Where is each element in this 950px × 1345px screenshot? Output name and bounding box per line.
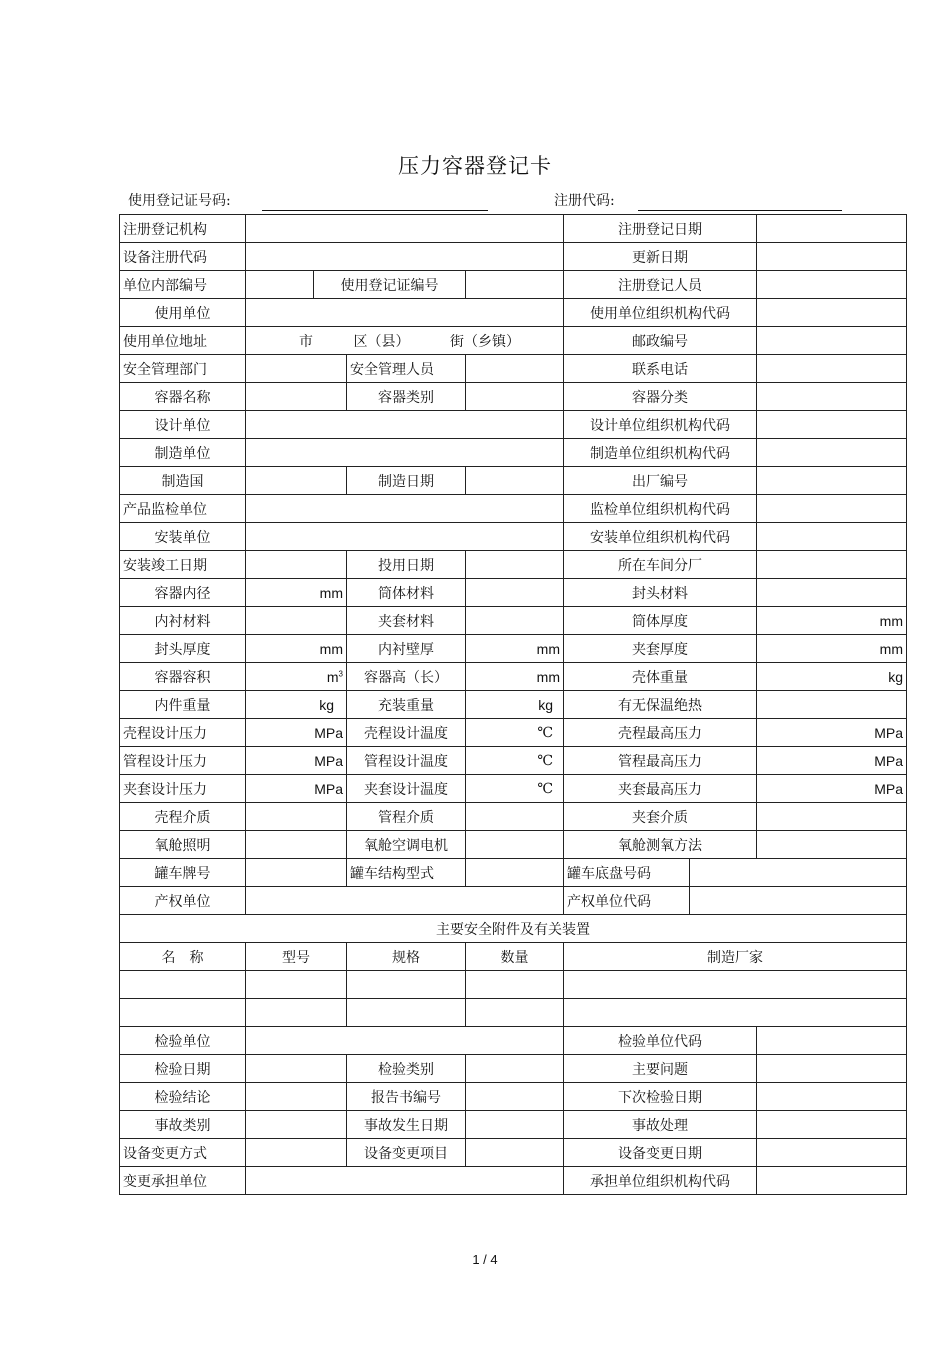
- table-row: [120, 943, 907, 971]
- field-vessel-class[interactable]: [757, 383, 907, 411]
- table-row: [120, 999, 907, 1027]
- table-row: [120, 495, 907, 523]
- label-head-thickness: 封头厚度: [120, 635, 246, 663]
- table-row: [120, 887, 907, 915]
- field-design-org-code[interactable]: [757, 411, 907, 439]
- table-row: [120, 719, 907, 747]
- label-manufacturer: 制造单位: [120, 439, 246, 467]
- field-fill-weight[interactable]: [466, 691, 564, 719]
- field-shell-medium[interactable]: [246, 803, 347, 831]
- label-user-address: 使用单位地址: [120, 327, 246, 355]
- address-district: 区（县）: [353, 333, 410, 350]
- accessory-name-cell[interactable]: [120, 971, 246, 999]
- table-row: [120, 383, 907, 411]
- label-change-item: 设备变更项目: [347, 1139, 466, 1167]
- field-shell-weight[interactable]: [757, 663, 907, 691]
- field-user-org-code[interactable]: [757, 299, 907, 327]
- field-volume[interactable]: [246, 663, 347, 691]
- table-row: [120, 551, 907, 579]
- field-tube-design-temp[interactable]: [466, 747, 564, 775]
- label-tanker-structure: 罐车结构型式: [347, 859, 466, 887]
- field-lining-material[interactable]: [246, 607, 347, 635]
- label-install-org-code: 安装单位组织机构代码: [564, 523, 757, 551]
- table-row: [120, 971, 907, 999]
- field-accident-type[interactable]: [246, 1111, 347, 1139]
- label-tube-design-pressure: 管程设计压力: [120, 747, 246, 775]
- label-reg-date: 注册登记日期: [564, 215, 757, 243]
- table-row: [120, 1027, 907, 1055]
- field-tanker-structure[interactable]: [466, 859, 564, 887]
- page-number: 1 / 4: [472, 1252, 498, 1267]
- field-tube-max-pressure[interactable]: [757, 747, 907, 775]
- field-main-issues[interactable]: [757, 1055, 907, 1083]
- field-manufacturer-org-code[interactable]: [757, 439, 907, 467]
- label-user-org-code: 使用单位组织机构代码: [564, 299, 757, 327]
- unit-mm: mm: [879, 612, 903, 629]
- page-title: 压力容器登记卡: [398, 154, 552, 178]
- table-row: [120, 439, 907, 467]
- field-change-method[interactable]: [246, 1139, 347, 1167]
- field-user-unit[interactable]: [246, 299, 564, 327]
- label-head-material: 封头材料: [564, 579, 757, 607]
- label-inspection-conclusion: 检验结论: [120, 1083, 246, 1111]
- address-city: 市: [299, 333, 313, 350]
- field-supervisor-org-code[interactable]: [757, 495, 907, 523]
- label-tube-medium: 管程介质: [347, 803, 466, 831]
- label-use-cert-number: 使用登记证编号: [314, 271, 466, 299]
- label-jacket-design-temp: 夹套设计温度: [347, 775, 466, 803]
- field-shell-design-temp[interactable]: [466, 719, 564, 747]
- field-accident-handling[interactable]: [757, 1111, 907, 1139]
- field-shell-design-pressure[interactable]: [246, 719, 347, 747]
- label-shell-design-pressure: 壳程设计压力: [120, 719, 246, 747]
- unit-mpa: MPa: [874, 780, 903, 797]
- label-change-contractor: 变更承担单位: [120, 1167, 246, 1195]
- field-owner-unit[interactable]: [246, 887, 564, 915]
- col-header-manufacturer: 制造厂家: [564, 943, 907, 971]
- unit-mm: mm: [319, 640, 343, 657]
- field-oxygen-method[interactable]: [757, 831, 907, 859]
- field-jacket-medium[interactable]: [757, 803, 907, 831]
- field-reg-authority[interactable]: [246, 215, 564, 243]
- field-lining-thickness[interactable]: [466, 635, 564, 663]
- label-jacket-medium: 夹套介质: [564, 803, 757, 831]
- field-inspection-type[interactable]: [466, 1055, 564, 1083]
- unit-mpa: MPa: [314, 780, 343, 797]
- table-row: [120, 467, 907, 495]
- label-next-inspection-date: 下次检验日期: [564, 1083, 757, 1111]
- label-serial-number: 出厂编号: [564, 467, 757, 495]
- label-internal-number: 单位内部编号: [120, 271, 246, 299]
- label-vessel-name: 容器名称: [120, 383, 246, 411]
- label-fill-weight: 充装重量: [347, 691, 466, 719]
- field-chassis-number[interactable]: [690, 859, 907, 887]
- label-lining-thickness: 内衬壁厚: [347, 635, 466, 663]
- field-phone[interactable]: [757, 355, 907, 383]
- reg-code-label: 注册代码:: [554, 193, 615, 209]
- table-row: [120, 859, 907, 887]
- accessory-manufacturer-cell[interactable]: [564, 999, 907, 1027]
- field-registrar[interactable]: [757, 271, 907, 299]
- table-row: [120, 243, 907, 271]
- table-row: [120, 1083, 907, 1111]
- label-shell-design-temp: 壳程设计温度: [347, 719, 466, 747]
- field-country[interactable]: [246, 467, 347, 495]
- field-install-unit[interactable]: [246, 523, 564, 551]
- label-accident-type: 事故类别: [120, 1111, 246, 1139]
- field-use-cert-number[interactable]: [466, 271, 564, 299]
- field-manufacturer[interactable]: [246, 439, 564, 467]
- unit-mm: mm: [536, 640, 560, 657]
- field-insulation[interactable]: [757, 691, 907, 719]
- field-report-number[interactable]: [466, 1083, 564, 1111]
- table-row: [120, 663, 907, 691]
- field-install-org-code[interactable]: [757, 523, 907, 551]
- accessory-model-cell[interactable]: [246, 999, 347, 1027]
- col-header-spec: 规格: [347, 943, 466, 971]
- label-tube-design-temp: 管程设计温度: [347, 747, 466, 775]
- field-jacket-design-temp[interactable]: [466, 775, 564, 803]
- label-vessel-class: 容器分类: [564, 383, 757, 411]
- field-vessel-category[interactable]: [466, 383, 564, 411]
- field-workshop[interactable]: [757, 551, 907, 579]
- accessory-spec-cell[interactable]: [347, 999, 466, 1027]
- unit-mpa: MPa: [874, 752, 903, 769]
- unit-celsius: ℃: [537, 752, 553, 769]
- table-row: [120, 775, 907, 803]
- field-safety-officer[interactable]: [466, 355, 564, 383]
- label-internals-weight: 内件重量: [120, 691, 246, 719]
- field-inspection-supervisor[interactable]: [246, 495, 564, 523]
- table-row: [120, 523, 907, 551]
- label-tube-max-pressure: 管程最高压力: [564, 747, 757, 775]
- label-design-org-code: 设计单位组织机构代码: [564, 411, 757, 439]
- label-install-complete-date: 安装竣工日期: [120, 551, 246, 579]
- label-registrar: 注册登记人员: [564, 271, 757, 299]
- label-insulation: 有无保温绝热: [564, 691, 757, 719]
- table-row: [120, 691, 907, 719]
- label-inspection-type: 检验类别: [347, 1055, 466, 1083]
- table-row: [120, 299, 907, 327]
- label-chassis-number: 罐车底盘号码: [564, 859, 690, 887]
- unit-mm: mm: [319, 584, 343, 601]
- accessory-manufacturer-cell[interactable]: [564, 971, 907, 999]
- table-row: [120, 635, 907, 663]
- field-user-address[interactable]: [246, 327, 564, 355]
- label-contractor-org-code: 承担单位组织机构代码: [564, 1167, 757, 1195]
- field-design-unit[interactable]: [246, 411, 564, 439]
- label-design-unit: 设计单位: [120, 411, 246, 439]
- accessory-model-cell[interactable]: [246, 971, 347, 999]
- unit-mm: mm: [879, 640, 903, 657]
- accessory-name-cell[interactable]: [120, 999, 246, 1027]
- label-country: 制造国: [120, 467, 246, 495]
- label-tanker-plate: 罐车牌号: [120, 859, 246, 887]
- label-vessel-category: 容器类别: [347, 383, 466, 411]
- label-shell-max-pressure: 壳程最高压力: [564, 719, 757, 747]
- label-accident-date: 事故发生日期: [347, 1111, 466, 1139]
- table-row: [120, 327, 907, 355]
- accessory-quantity-cell[interactable]: [466, 999, 564, 1027]
- label-jacket-thickness: 夹套厚度: [564, 635, 757, 663]
- field-jacket-thickness[interactable]: [757, 635, 907, 663]
- unit-celsius: ℃: [537, 724, 553, 741]
- field-reg-date[interactable]: [757, 215, 907, 243]
- label-inspection-date: 检验日期: [120, 1055, 246, 1083]
- field-inspection-unit-code[interactable]: [757, 1027, 907, 1055]
- label-inner-diameter: 容器内径: [120, 579, 246, 607]
- label-accident-handling: 事故处理: [564, 1111, 757, 1139]
- field-inspection-unit[interactable]: [246, 1027, 564, 1055]
- label-report-number: 报告书编号: [347, 1083, 466, 1111]
- table-row: [120, 1055, 907, 1083]
- label-supervisor-org-code: 监检单位组织机构代码: [564, 495, 757, 523]
- field-owner-code[interactable]: [690, 887, 907, 915]
- label-inspection-unit-code: 检验单位代码: [564, 1027, 757, 1055]
- unit-kg: kg: [319, 696, 334, 713]
- unit-mpa: MPa: [314, 724, 343, 741]
- field-tanker-plate[interactable]: [246, 859, 347, 887]
- field-shell-max-pressure[interactable]: [757, 719, 907, 747]
- field-height[interactable]: [466, 663, 564, 691]
- unit-kg: kg: [888, 668, 903, 685]
- table-row: [120, 915, 907, 943]
- label-manufacturer-org-code: 制造单位组织机构代码: [564, 439, 757, 467]
- field-vessel-name[interactable]: [246, 383, 347, 411]
- label-update-date: 更新日期: [564, 243, 757, 271]
- table-row: [120, 1111, 907, 1139]
- field-internal-number[interactable]: [246, 271, 314, 299]
- table-row: [120, 271, 907, 299]
- address-street: 街（乡镇）: [450, 333, 520, 350]
- label-main-issues: 主要问题: [564, 1055, 757, 1083]
- table-row: [120, 355, 907, 383]
- label-user-unit: 使用单位: [120, 299, 246, 327]
- label-chamber-lighting: 氧舱照明: [120, 831, 246, 859]
- field-install-complete-date[interactable]: [246, 551, 347, 579]
- field-next-inspection-date[interactable]: [757, 1083, 907, 1111]
- field-safety-dept[interactable]: [246, 355, 347, 383]
- accessory-quantity-cell[interactable]: [466, 971, 564, 999]
- unit-mm: mm: [536, 668, 560, 685]
- label-change-date: 设备变更日期: [564, 1139, 757, 1167]
- field-update-date[interactable]: [757, 243, 907, 271]
- field-chamber-lighting[interactable]: [246, 831, 347, 859]
- field-change-item[interactable]: [466, 1139, 564, 1167]
- label-change-method: 设备变更方式: [120, 1139, 246, 1167]
- label-inspection-unit: 检验单位: [120, 1027, 246, 1055]
- field-manufacture-date[interactable]: [466, 467, 564, 495]
- registration-table: [119, 214, 907, 1195]
- field-postcode[interactable]: [757, 327, 907, 355]
- field-chamber-ac-motor[interactable]: [466, 831, 564, 859]
- accessory-spec-cell[interactable]: [347, 971, 466, 999]
- label-reg-authority: 注册登记机构: [120, 215, 246, 243]
- label-inspection-supervisor: 产品监检单位: [120, 495, 246, 523]
- label-safety-dept: 安全管理部门: [120, 355, 246, 383]
- label-jacket-max-pressure: 夹套最高压力: [564, 775, 757, 803]
- field-change-contractor[interactable]: [246, 1167, 564, 1195]
- field-shell-thickness[interactable]: [757, 607, 907, 635]
- field-accident-date[interactable]: [466, 1111, 564, 1139]
- field-contractor-org-code[interactable]: [757, 1167, 907, 1195]
- label-shell-medium: 壳程介质: [120, 803, 246, 831]
- label-lining-material: 内衬材料: [120, 607, 246, 635]
- table-row: [120, 831, 907, 859]
- section-safety-accessories: 主要安全附件及有关装置: [120, 915, 907, 943]
- label-commission-date: 投用日期: [347, 551, 466, 579]
- cert-number-field[interactable]: [262, 210, 488, 211]
- field-shell-material[interactable]: [466, 579, 564, 607]
- table-row: [120, 803, 907, 831]
- col-header-model: 型号: [246, 943, 347, 971]
- field-jacket-max-pressure[interactable]: [757, 775, 907, 803]
- label-postcode: 邮政编号: [564, 327, 757, 355]
- label-jacket-material: 夹套材料: [347, 607, 466, 635]
- table-row: [120, 215, 907, 243]
- cert-number-label: 使用登记证号码:: [128, 193, 231, 209]
- reg-code-field[interactable]: [638, 210, 842, 211]
- label-volume: 容器容积: [120, 663, 246, 691]
- field-tube-medium[interactable]: [466, 803, 564, 831]
- table-row: [120, 411, 907, 439]
- label-workshop: 所在车间分厂: [564, 551, 757, 579]
- label-install-unit: 安装单位: [120, 523, 246, 551]
- label-shell-thickness: 筒体厚度: [564, 607, 757, 635]
- label-shell-weight: 壳体重量: [564, 663, 757, 691]
- field-jacket-design-pressure[interactable]: [246, 775, 347, 803]
- field-head-material[interactable]: [757, 579, 907, 607]
- unit-m3: $m^3$: [326, 668, 343, 685]
- label-oxygen-method: 氧舱测氧方法: [564, 831, 757, 859]
- table-row: [120, 1139, 907, 1167]
- col-header-quantity: 数量: [466, 943, 564, 971]
- field-commission-date[interactable]: [466, 551, 564, 579]
- col-header-name: 名 称: [120, 943, 246, 971]
- field-serial-number[interactable]: [757, 467, 907, 495]
- table-row: [120, 1167, 907, 1195]
- field-change-date[interactable]: [757, 1139, 907, 1167]
- field-inner-diameter[interactable]: [246, 579, 347, 607]
- table-row: [120, 607, 907, 635]
- field-internals-weight[interactable]: [246, 691, 347, 719]
- label-chamber-ac-motor: 氧舱空调电机: [347, 831, 466, 859]
- field-inspection-conclusion[interactable]: [246, 1083, 347, 1111]
- field-inspection-date[interactable]: [246, 1055, 347, 1083]
- label-height: 容器高（长）: [347, 663, 466, 691]
- unit-kg: kg: [538, 696, 553, 713]
- field-tube-design-pressure[interactable]: [246, 747, 347, 775]
- label-equipment-code: 设备注册代码: [120, 243, 246, 271]
- label-owner-code: 产权单位代码: [564, 887, 690, 915]
- field-jacket-material[interactable]: [466, 607, 564, 635]
- unit-celsius: ℃: [537, 780, 553, 797]
- label-safety-officer: 安全管理人员: [347, 355, 466, 383]
- field-equipment-code[interactable]: [246, 243, 564, 271]
- label-manufacture-date: 制造日期: [347, 467, 466, 495]
- label-jacket-design-pressure: 夹套设计压力: [120, 775, 246, 803]
- table-row: [120, 579, 907, 607]
- label-phone: 联系电话: [564, 355, 757, 383]
- table-row: [120, 747, 907, 775]
- label-shell-material: 筒体材料: [347, 579, 466, 607]
- unit-mpa: MPa: [874, 724, 903, 741]
- field-head-thickness[interactable]: [246, 635, 347, 663]
- unit-mpa: MPa: [314, 752, 343, 769]
- label-owner-unit: 产权单位: [120, 887, 246, 915]
